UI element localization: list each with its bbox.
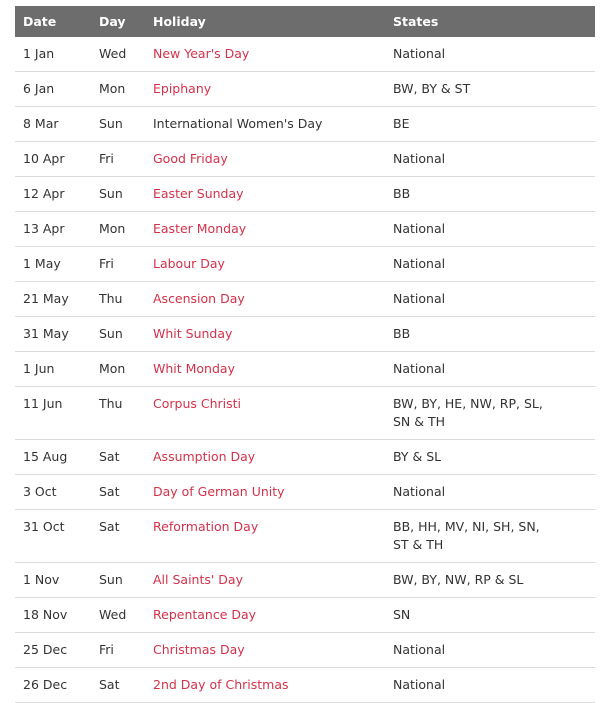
cell-day: Sun: [91, 317, 145, 352]
holiday-table: [15, 6, 595, 703]
cell-states: [385, 72, 595, 107]
header-day: Day: [91, 6, 145, 37]
cell-holiday[interactable]: Whit Sunday: [145, 317, 385, 352]
cell-states: [385, 352, 595, 387]
header-holiday: Holiday: [145, 6, 385, 37]
cell-day: Sat: [91, 510, 145, 563]
cell-states: [385, 563, 595, 598]
cell-holiday[interactable]: Whit Monday: [145, 352, 385, 387]
cell-date: 15 Aug: [15, 440, 91, 475]
cell-day: Sun: [91, 563, 145, 598]
cell-day: Thu: [91, 282, 145, 317]
states-text: National: [393, 256, 446, 271]
table-row: [15, 475, 595, 510]
cell-day: Fri: [91, 633, 145, 668]
cell-states: [385, 387, 595, 440]
cell-states: [385, 107, 595, 142]
cell-date: 1 Nov: [15, 563, 91, 598]
cell-states: [385, 475, 595, 510]
cell-holiday[interactable]: Reformation Day: [145, 510, 385, 563]
cell-holiday[interactable]: New Year's Day: [145, 37, 385, 72]
cell-holiday[interactable]: Ascension Day: [145, 282, 385, 317]
header-row: [15, 6, 595, 37]
cell-holiday[interactable]: Epiphany: [145, 72, 385, 107]
cell-day: Sat: [91, 440, 145, 475]
cell-states: [385, 317, 595, 352]
cell-holiday[interactable]: Assumption Day: [145, 440, 385, 475]
cell-states: [385, 212, 595, 247]
header-states: States: [385, 6, 595, 37]
states-text: National: [393, 361, 446, 376]
cell-day: Wed: [91, 37, 145, 72]
cell-date: 31 May: [15, 317, 91, 352]
cell-date: 8 Mar: [15, 107, 91, 142]
table-row: [15, 107, 595, 142]
states-text: National: [393, 221, 446, 236]
cell-date: 10 Apr: [15, 142, 91, 177]
cell-day: Fri: [91, 247, 145, 282]
cell-date: 11 Jun: [15, 387, 91, 440]
cell-holiday: International Women's Day: [145, 107, 385, 142]
cell-states: [385, 510, 595, 563]
table-body: [15, 37, 595, 703]
cell-holiday[interactable]: Day of German Unity: [145, 475, 385, 510]
cell-states: [385, 668, 595, 703]
table-row: [15, 142, 595, 177]
cell-day: Mon: [91, 72, 145, 107]
cell-states: [385, 633, 595, 668]
cell-date: 13 Apr: [15, 212, 91, 247]
cell-date: 26 Dec: [15, 668, 91, 703]
cell-holiday[interactable]: Corpus Christi: [145, 387, 385, 440]
states-text: BW, BY, HE, NW, RP, SL, SN & TH: [393, 396, 543, 429]
cell-states: [385, 247, 595, 282]
states-text: SN: [393, 607, 411, 622]
cell-day: Thu: [91, 387, 145, 440]
header-date: Date: [15, 6, 91, 37]
states-text: National: [393, 291, 446, 306]
states-text: BW, BY & ST: [393, 81, 471, 96]
table-row: [15, 352, 595, 387]
cell-holiday[interactable]: Easter Monday: [145, 212, 385, 247]
cell-date: 1 Jan: [15, 37, 91, 72]
cell-states: [385, 142, 595, 177]
table-row: [15, 563, 595, 598]
states-text: National: [393, 677, 446, 692]
table-row: [15, 598, 595, 633]
states-text: BB: [393, 326, 411, 341]
cell-day: Mon: [91, 352, 145, 387]
cell-holiday[interactable]: 2nd Day of Christmas: [145, 668, 385, 703]
states-text: National: [393, 484, 446, 499]
states-text: National: [393, 642, 446, 657]
table-row: [15, 282, 595, 317]
states-text: BB, HH, MV, NI, SH, SN, ST & TH: [393, 519, 540, 552]
cell-date: 31 Oct: [15, 510, 91, 563]
states-text: BY & SL: [393, 449, 442, 464]
states-text: BE: [393, 116, 410, 131]
table-row: [15, 668, 595, 703]
cell-date: 6 Jan: [15, 72, 91, 107]
states-text: BB: [393, 186, 411, 201]
cell-states: [385, 37, 595, 72]
table-row: [15, 440, 595, 475]
cell-day: Sun: [91, 107, 145, 142]
table-row: [15, 72, 595, 107]
table-row: [15, 177, 595, 212]
states-text: National: [393, 46, 446, 61]
cell-date: 18 Nov: [15, 598, 91, 633]
cell-date: 3 Oct: [15, 475, 91, 510]
cell-day: Sat: [91, 668, 145, 703]
cell-date: 25 Dec: [15, 633, 91, 668]
table-row: [15, 387, 595, 440]
cell-day: Fri: [91, 142, 145, 177]
cell-day: Wed: [91, 598, 145, 633]
states-text: BW, BY, NW, RP & SL: [393, 572, 524, 587]
cell-date: 12 Apr: [15, 177, 91, 212]
table-header: [15, 6, 595, 37]
cell-holiday[interactable]: All Saints' Day: [145, 563, 385, 598]
cell-day: Sat: [91, 475, 145, 510]
cell-states: [385, 598, 595, 633]
cell-states: [385, 440, 595, 475]
states-text: National: [393, 151, 446, 166]
cell-holiday[interactable]: Repentance Day: [145, 598, 385, 633]
cell-holiday[interactable]: Good Friday: [145, 142, 385, 177]
table-row: [15, 37, 595, 72]
cell-states: [385, 177, 595, 212]
cell-holiday[interactable]: Labour Day: [145, 247, 385, 282]
cell-date: 1 Jun: [15, 352, 91, 387]
cell-holiday[interactable]: Easter Sunday: [145, 177, 385, 212]
cell-day: Sun: [91, 177, 145, 212]
table-row: [15, 317, 595, 352]
table-row: [15, 510, 595, 563]
table-row: [15, 633, 595, 668]
cell-holiday[interactable]: Christmas Day: [145, 633, 385, 668]
cell-day: Mon: [91, 212, 145, 247]
cell-date: 21 May: [15, 282, 91, 317]
table-row: [15, 212, 595, 247]
cell-date: 1 May: [15, 247, 91, 282]
table-row: [15, 247, 595, 282]
cell-states: [385, 282, 595, 317]
